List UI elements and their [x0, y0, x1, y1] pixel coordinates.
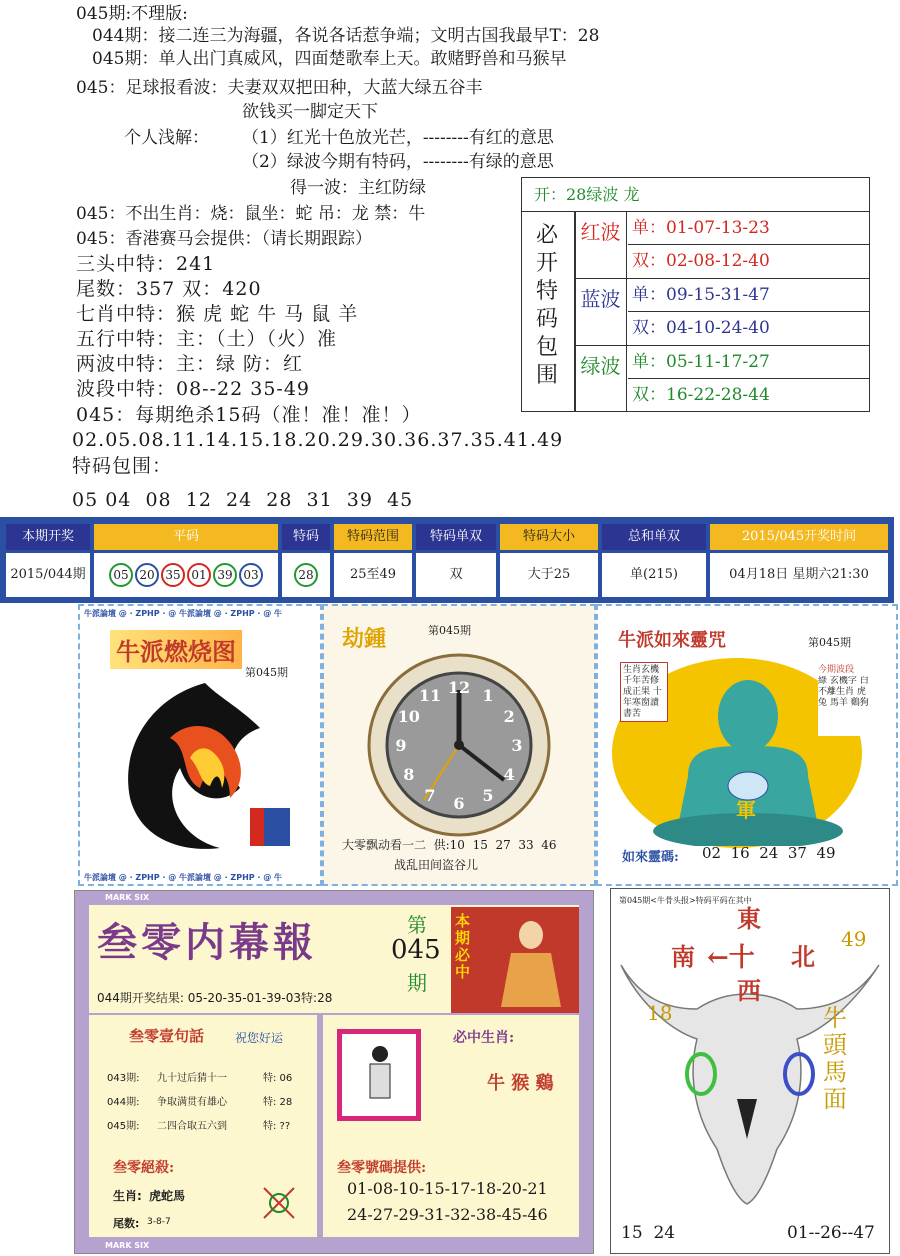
guanyin-icon	[491, 913, 571, 1009]
td-sum: 单(215)	[602, 553, 706, 597]
wave-group-label: 蓝波	[575, 279, 627, 345]
skull-side-text: 牛頭馬面	[823, 1004, 847, 1113]
buddha-right-title: 今期波段	[818, 665, 855, 675]
th-sum: 总和单双	[602, 524, 706, 550]
kill-numbers: 02.05.08.11.14.15.18.20.29.30.36.37.35.41.49	[72, 429, 564, 451]
tail-numbers: 尾数：357 双：420	[76, 278, 262, 300]
panel-newspaper	[74, 890, 594, 1254]
clock-numeral: 11	[418, 685, 442, 705]
th-odd-even: 特码单双	[416, 524, 496, 550]
clock-numeral: 7	[424, 786, 436, 806]
verse-code: 特: 28	[263, 1097, 293, 1108]
skull-top-caption: 第045期<牛骨头报>特码平码在其中	[619, 896, 752, 905]
clock-numeral: 12	[447, 678, 471, 697]
td-odd-even: 双	[416, 553, 496, 597]
skull-cross-icon: ←十	[707, 943, 755, 973]
wave-open: 开：28绿波 龙	[522, 178, 869, 212]
th-range: 特码范围	[334, 524, 412, 550]
wave-single: 单：05-11-17-27	[628, 346, 869, 379]
news-num-line1: 01-08-10-15-17-18-20-21	[347, 1179, 548, 1198]
news-must-hit: 本期必中	[455, 912, 471, 981]
clock-numeral: 5	[482, 786, 494, 806]
news-wish: 祝您好运	[235, 1031, 284, 1045]
th-size: 特码大小	[500, 524, 598, 550]
provider: 045：香港赛马会提供：（请长期跟踪）	[76, 229, 372, 249]
ball: 03	[239, 563, 263, 587]
td-range: 25至49	[334, 553, 412, 597]
wave-range: 波段中特：08--22 35-49	[76, 378, 311, 400]
buddha-bottom-numbers: 02 16 24 37 49	[702, 844, 836, 862]
buddha-center-char: 軍	[736, 798, 756, 822]
fire-issue: 第045期	[245, 666, 288, 679]
clock-caption: 战乱田间盗谷儿	[394, 858, 479, 872]
no-zodiac: 045：不出生肖：烧：鼠坐：蛇 吊：龙 禁：牛	[76, 204, 426, 224]
news-tail-value: 3-8-7	[147, 1217, 171, 1227]
news-kill-mark-icon	[259, 1183, 299, 1223]
clock-numeral: 6	[453, 794, 465, 813]
verse-code: 特: ??	[263, 1121, 291, 1132]
ball: 05	[109, 563, 133, 587]
special-numbers: 05 04 08 12 24 28 31 39 45	[72, 489, 414, 511]
clock-numeral: 4	[503, 765, 515, 784]
kill-title: 045：每期绝杀15码（准！准！准！）	[76, 404, 422, 426]
wave-group-red	[575, 212, 869, 279]
ball: 01	[187, 563, 211, 587]
issue-title: 045期:不理版:	[76, 4, 188, 24]
wave-group-label: 红波	[575, 212, 627, 278]
news-zodiac-label: 生肖:	[113, 1189, 142, 1203]
news-must-zodiac: 牛 猴 鷄	[487, 1073, 554, 1094]
td-special	[282, 553, 330, 597]
td-size: 大于25	[500, 553, 598, 597]
news-num-title: 叁零號碼提供:	[337, 1160, 427, 1176]
news-issue-suffix: 期	[407, 971, 427, 995]
clock-title: 劫鍾	[342, 626, 387, 652]
news-issue-no: 045	[391, 935, 441, 965]
opinion-result: 得一波：主红防绿	[290, 178, 426, 198]
figure-icon	[360, 1044, 400, 1108]
td-issue: 2015/044期	[6, 553, 90, 597]
wave-double: 双：02-08-12-40	[632, 251, 770, 271]
clock-numeral: 3	[511, 736, 523, 755]
opinion-1: （1）红光十色放光芒，--------有红的意思	[242, 128, 554, 148]
news-left-col	[89, 1015, 317, 1237]
clock-numeral: 10	[397, 707, 420, 726]
verse-text: 二四合取五六到	[157, 1121, 227, 1132]
football-line2: 欲钱买一脚定天下	[242, 102, 378, 122]
border-text: MARK SIX	[105, 1241, 150, 1250]
th-special: 特码	[282, 524, 330, 550]
clock-numeral: 9	[395, 736, 407, 755]
wave-box	[521, 177, 870, 412]
news-result-line: 044期开奖结果: 05-20-35-01-39-03特:28	[97, 991, 333, 1005]
three-head: 三头中特：241	[76, 253, 216, 275]
buddha-bottom-label: 如來靈碼:	[622, 850, 679, 865]
buddha-issue: 第045期	[808, 636, 851, 649]
verse-issue: 044期:	[107, 1097, 140, 1108]
ball: 35	[161, 563, 185, 587]
draw-table	[0, 517, 894, 603]
panel-buddha	[596, 604, 898, 886]
skull-bottom-right: 01--26--47	[787, 1223, 875, 1243]
verse-text: 争取满贯有雄心	[157, 1097, 227, 1108]
th-regular: 平码	[94, 524, 278, 550]
skull-north: 北	[791, 942, 815, 971]
news-tail-label: 尾数:	[113, 1217, 140, 1230]
verse-issue: 043期:	[107, 1073, 140, 1084]
news-zodiac-value: 虎蛇馬	[149, 1189, 186, 1203]
panel-clock	[322, 604, 596, 886]
ball: 20	[135, 563, 159, 587]
opinion-label: 个人浅解：	[124, 128, 209, 148]
clock-numeral: 2	[503, 707, 515, 726]
clock-numbers: 大零飘动看一二 供:10 15 27 33 46	[342, 838, 557, 852]
wave-group-green	[575, 346, 869, 412]
wave-single: 单：09-15-31-47	[628, 279, 869, 312]
wave-vertical-label: 必开特码包围	[535, 223, 558, 388]
wave-group-blue	[575, 279, 869, 346]
skull-bottom-left: 15 24	[621, 1223, 676, 1243]
buddha-right-box: 綠 玄機字 白 不離生肖 虎兔 馬羊 鷄狗	[818, 676, 874, 736]
news-must-zodiac-title: 必中生肖:	[453, 1030, 515, 1046]
verse-text: 九十过后猜十一	[157, 1073, 227, 1084]
skull-west: 西	[737, 976, 761, 1005]
verse-issue: 045期:	[107, 1121, 140, 1132]
ball: 39	[213, 563, 237, 587]
riddle-044: 044期：接二连三为海疆，各说各话惹争端；文明古国我最早T：28	[92, 26, 600, 46]
verse-code: 特: 06	[263, 1073, 293, 1084]
news-issue-prefix: 第	[407, 913, 427, 937]
news-num-line2: 24-27-29-31-32-38-45-46	[347, 1205, 548, 1224]
special-label: 特码包围：	[72, 455, 173, 477]
skull-num-18: 18	[647, 1001, 673, 1025]
news-one-sentence: 叁零壹句話	[129, 1027, 205, 1045]
opinion-2: （2）绿波今期有特码，--------有绿的意思	[242, 152, 554, 172]
special-ball: 28	[294, 563, 318, 587]
frame-text: 牛派論壇 @ · ZPHP · @ 牛派論壇 @ · ZPHP · @ 牛	[84, 873, 283, 882]
th-time: 2015/045开奖时间	[710, 524, 888, 550]
news-photo-frame	[337, 1029, 421, 1121]
skull-num-49: 49	[841, 927, 867, 951]
td-time: 04月18日 星期六21:30	[710, 553, 888, 597]
border-text: MARK SIX	[105, 893, 150, 902]
news-image-box	[451, 907, 579, 1013]
fire-flame-icon	[110, 678, 300, 858]
seven-zodiac: 七肖中特：猴 虎 蛇 牛 马 鼠 羊	[76, 303, 359, 325]
wave-double: 双：16-22-28-44	[632, 385, 770, 405]
fire-title: 牛派燃烧图	[110, 630, 242, 669]
two-waves: 两波中特：主：绿 防：红	[76, 353, 304, 375]
skull-east: 東	[737, 904, 761, 933]
frame-text: 牛派論壇 @ · ZPHP · @ 牛派論壇 @ · ZPHP · @ 牛	[84, 609, 283, 618]
panel-skull	[610, 888, 890, 1254]
clock-numeral: 1	[482, 685, 494, 705]
th-current: 本期开奖	[6, 524, 90, 550]
wave-double: 双：04-10-24-40	[632, 318, 770, 338]
skull-south: 南	[671, 942, 695, 971]
clock-issue: 第045期	[428, 624, 471, 637]
clock-numeral: 8	[403, 765, 415, 784]
panel-fire	[78, 604, 322, 886]
news-title: 叁零内幕報	[97, 919, 317, 966]
news-kill-title: 叁零絕殺:	[113, 1160, 175, 1176]
football-line1: 045：足球报看波：夫妻双双把田种，大蓝大绿五谷丰	[76, 78, 483, 98]
riddle-045: 045期：单人出门真威风，四面楚歌奉上天。敢赌野兽和马猴早	[92, 49, 567, 69]
five-elements: 五行中特：主：（土）（火）准	[76, 328, 338, 350]
news-right-col	[323, 1015, 579, 1237]
wave-single: 单：01-07-13-23	[628, 212, 869, 245]
td-balls	[94, 553, 278, 597]
buddha-left-box: 生肖玄機 千年苦修成正果 十年寒窗讀書苦	[620, 662, 668, 722]
clock-face-icon	[364, 650, 554, 840]
wave-group-label: 绿波	[575, 346, 627, 412]
buddha-title: 牛派如來靈咒	[618, 630, 726, 651]
